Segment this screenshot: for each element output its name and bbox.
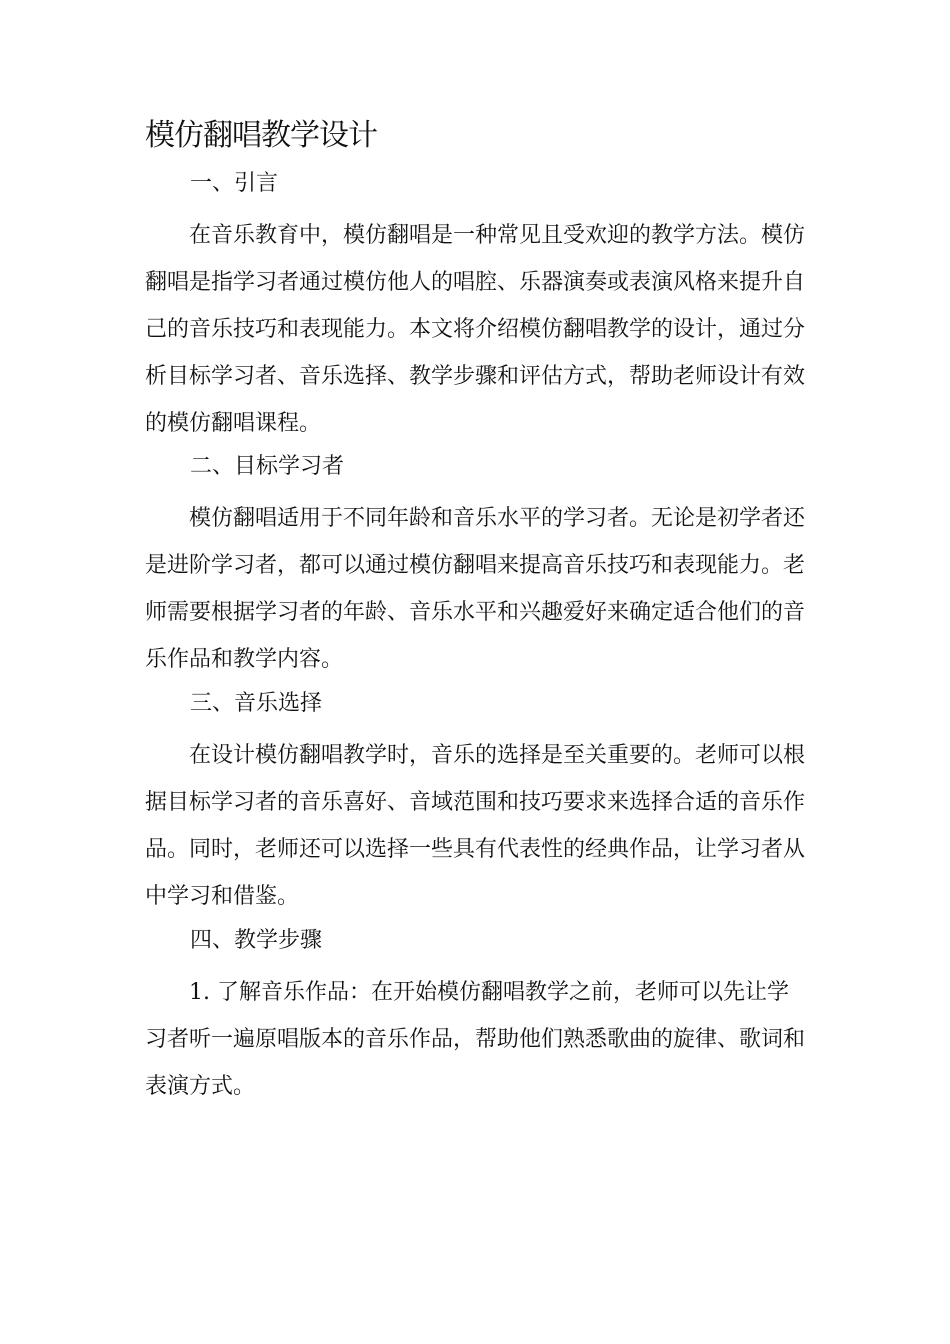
section-heading-target-learners: 二、目标学习者	[190, 454, 345, 479]
section-paragraph-introduction: 在音乐教育中，模仿翻唱是一种常见且受欢迎的教学方法。模仿翻唱是指学习者通过模仿他人的唱腔、乐器演奏或表演风格来提升自己的音乐技巧和表现能力。本文将介绍模仿翻唱教学的设计，通过分析目标学习者、音乐选择、教学步骤和评估方式，帮助老师设计有效的模仿翻唱课程。	[145, 223, 806, 436]
section-heading-music-selection: 三、音乐选择	[190, 691, 323, 716]
section-paragraph-music-selection: 在设计模仿翻唱教学时，音乐的选择是至关重要的。老师可以根据目标学习者的音乐喜好、音域范围和技巧要求来选择合适的音乐作品。同时，老师还可以选择一些具有代表性的经典作品，让学习者从中学习和借鉴。	[145, 743, 806, 909]
section-heading-introduction: 一、引言	[190, 171, 279, 196]
section-paragraph-teaching-step-1: 1. 了解音乐作品：在开始模仿翻唱教学之前，老师可以先让学习者听一遍原唱版本的音乐作品，帮助他们熟悉歌曲的旋律、歌词和表演方式。	[145, 980, 806, 1099]
document-title: 模仿翻唱教学设计	[145, 118, 377, 153]
section-paragraph-target-learners: 模仿翻唱适用于不同年龄和音乐水平的学习者。无论是初学者还是进阶学习者，都可以通过模仿翻唱来提高音乐技巧和表现能力。老师需要根据学习者的年龄、音乐水平和兴趣爱好来确定适合他们的音乐作品和教学内容。	[145, 506, 806, 672]
section-heading-teaching-steps: 四、教学步骤	[190, 928, 323, 953]
